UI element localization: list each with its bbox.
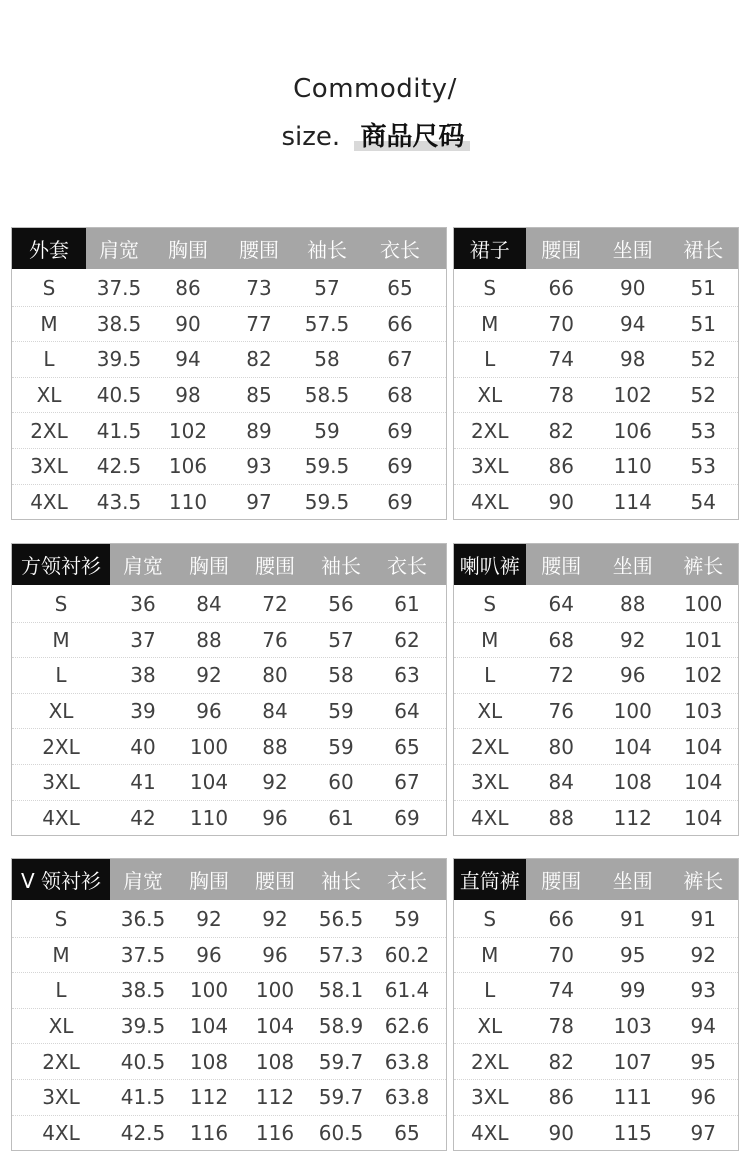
table-row (454, 412, 738, 448)
measurement-cell: 111 (613, 1085, 652, 1110)
subtitle-en: size. (281, 122, 341, 152)
table-row (12, 937, 446, 973)
measurement-cell: 42.5 (96, 454, 142, 479)
measurement-cell: 72 (548, 663, 574, 688)
measurement-cell: 57.3 (318, 942, 364, 967)
column-header: 袖长 (321, 869, 361, 893)
table-row (454, 341, 738, 377)
measurement-cell: 92 (262, 770, 288, 795)
measurement-cell: 91 (620, 907, 646, 932)
measurement-cell: 57 (328, 627, 354, 652)
table-category-label: 外套 (12, 228, 86, 269)
measurement-cell: 112 (255, 1085, 295, 1110)
measurement-cell: 96 (620, 663, 646, 688)
measurement-cell: 98 (175, 383, 201, 408)
measurement-cell: 104 (189, 1014, 229, 1039)
measurement-cell: 66 (548, 276, 574, 301)
column-header: 坐围 (612, 238, 653, 262)
measurement-cell: 43.5 (96, 489, 142, 514)
measurement-cell: 88 (262, 734, 288, 759)
measurement-cell: 114 (613, 489, 652, 514)
measurement-cell: 61 (328, 805, 354, 830)
measurement-cell: 52 (690, 383, 716, 408)
measurement-cell: 116 (189, 1120, 229, 1145)
measurement-cell: 42 (130, 805, 156, 830)
measurement-cell: 61 (394, 592, 420, 617)
table-row (12, 341, 446, 377)
measurement-cell: 54 (690, 489, 716, 514)
measurement-cell: 88 (620, 592, 646, 617)
measurement-cell: 95 (620, 942, 646, 967)
table-category-label: 喇叭裤 (454, 544, 526, 585)
measurement-cell: 92 (196, 907, 222, 932)
table-row (454, 1115, 738, 1151)
measurement-cell: 100 (189, 978, 229, 1003)
measurement-cell: 74 (548, 978, 574, 1003)
size-label: 2XL (30, 418, 68, 443)
measurement-cell: 76 (548, 699, 574, 724)
measurement-cell: 67 (394, 770, 420, 795)
measurement-cell: 59.7 (318, 1085, 364, 1110)
column-header: 衣长 (387, 869, 427, 893)
measurement-cell: 95 (690, 1049, 716, 1074)
table-row (454, 657, 738, 693)
measurement-cell: 40.5 (96, 383, 142, 408)
measurement-cell: 36.5 (120, 907, 166, 932)
table-category-label: 直筒裤 (454, 859, 526, 900)
measurement-cell: 37.5 (96, 276, 142, 301)
measurement-cell: 72 (262, 592, 288, 617)
size-label: L (55, 978, 67, 1003)
table-row (454, 764, 738, 800)
measurement-cell: 82 (548, 418, 574, 443)
measurement-cell: 101 (684, 627, 723, 652)
table-row (454, 448, 738, 484)
table-row (454, 587, 738, 622)
measurement-cell: 94 (175, 347, 201, 372)
size-label: XL (477, 699, 503, 724)
size-label: M (52, 942, 70, 967)
table-row (12, 1008, 446, 1044)
measurement-cell: 78 (548, 1014, 574, 1039)
measurement-cell: 116 (255, 1120, 295, 1145)
measurement-cell: 112 (189, 1085, 229, 1110)
measurement-cell: 104 (255, 1014, 295, 1039)
size-label: XL (48, 1014, 74, 1039)
table-row (454, 972, 738, 1008)
page-subtitle (0, 116, 750, 153)
measurement-cell: 92 (196, 663, 222, 688)
column-header: 胸围 (189, 869, 229, 893)
measurement-cell: 103 (684, 699, 723, 724)
table-category-label: V 领衬衫 (12, 859, 110, 900)
measurement-cell: 92 (620, 627, 646, 652)
table-row (454, 728, 738, 764)
size-label: S (483, 907, 497, 932)
measurement-cell: 97 (246, 489, 272, 514)
table-row (12, 484, 446, 520)
size-table-square-collar-shirt (11, 543, 447, 836)
measurement-cell: 39.5 (96, 347, 142, 372)
table-row (12, 412, 446, 448)
measurement-cell: 85 (246, 383, 272, 408)
measurement-cell: 41.5 (96, 418, 142, 443)
measurement-cell: 92 (690, 942, 716, 967)
measurement-cell: 86 (175, 276, 201, 301)
measurement-cell: 39 (130, 699, 156, 724)
measurement-cell: 42.5 (120, 1120, 166, 1145)
column-header: 腰围 (255, 554, 295, 578)
measurement-cell: 64 (548, 592, 574, 617)
column-header: 胸围 (189, 554, 229, 578)
table-row (12, 972, 446, 1008)
column-header: 衣长 (380, 238, 420, 262)
measurement-cell: 37 (130, 627, 156, 652)
measurement-cell: 96 (262, 942, 288, 967)
measurement-cell: 59 (328, 699, 354, 724)
measurement-cell: 64 (394, 699, 420, 724)
measurement-cell: 51 (690, 311, 716, 336)
measurement-cell: 104 (189, 770, 229, 795)
size-label: M (481, 942, 499, 967)
table-category-label: 裙子 (454, 228, 526, 269)
column-header: 腰围 (239, 238, 279, 262)
measurement-cell: 68 (548, 627, 574, 652)
column-header: 肩宽 (123, 554, 163, 578)
measurement-cell: 53 (690, 454, 716, 479)
size-label: 4XL (470, 1120, 509, 1145)
measurement-cell: 57 (314, 276, 340, 301)
table-row (454, 937, 738, 973)
measurement-cell: 90 (175, 311, 201, 336)
measurement-cell: 90 (548, 1120, 574, 1145)
measurement-cell: 110 (613, 454, 652, 479)
column-header: 腰围 (541, 869, 582, 893)
size-table-flare-pants (453, 543, 739, 836)
measurement-cell: 102 (168, 418, 208, 443)
table-row (454, 306, 738, 342)
table-row (12, 764, 446, 800)
table-row (454, 800, 738, 836)
measurement-cell: 96 (262, 805, 288, 830)
table-row (454, 693, 738, 729)
table-row (12, 800, 446, 836)
measurement-cell: 69 (394, 805, 420, 830)
measurement-cell: 61.4 (384, 978, 430, 1003)
measurement-cell: 38 (130, 663, 156, 688)
measurement-cell: 62 (394, 627, 420, 652)
measurement-cell: 94 (620, 311, 646, 336)
measurement-cell: 96 (196, 942, 222, 967)
table-row (454, 484, 738, 520)
table-row (454, 271, 738, 306)
subtitle-zh: 商品尺码 (356, 116, 468, 153)
measurement-cell: 91 (690, 907, 716, 932)
measurement-cell: 106 (613, 418, 652, 443)
measurement-cell: 70 (548, 311, 574, 336)
measurement-cell: 38.5 (96, 311, 142, 336)
measurement-cell: 84 (548, 770, 574, 795)
measurement-cell: 90 (620, 276, 646, 301)
measurement-cell: 84 (196, 592, 222, 617)
size-label: S (54, 592, 68, 617)
measurement-cell: 70 (548, 942, 574, 967)
table-row (454, 1008, 738, 1044)
page-title-en: Commodity/ (293, 74, 457, 104)
measurement-cell: 80 (548, 734, 574, 759)
measurement-cell: 65 (387, 276, 413, 301)
measurement-cell: 67 (387, 347, 413, 372)
size-label: L (43, 347, 55, 372)
size-label: M (481, 627, 499, 652)
table-row (12, 448, 446, 484)
measurement-cell: 74 (548, 347, 574, 372)
table-header (12, 544, 446, 585)
measurement-cell: 100 (189, 734, 229, 759)
measurement-cell: 78 (548, 383, 574, 408)
column-header: 袖长 (321, 554, 361, 578)
measurement-cell: 104 (684, 770, 723, 795)
measurement-cell: 96 (196, 699, 222, 724)
column-header: 裤长 (683, 869, 724, 893)
measurement-cell: 52 (690, 347, 716, 372)
measurement-cell: 73 (246, 276, 272, 301)
measurement-cell: 59.7 (318, 1049, 364, 1074)
size-label: 3XL (470, 454, 509, 479)
column-header: 裤长 (683, 554, 724, 578)
size-label: 2XL (42, 734, 80, 759)
measurement-cell: 56.5 (318, 907, 364, 932)
size-label: 2XL (470, 418, 509, 443)
table-row (12, 306, 446, 342)
measurement-cell: 60.5 (318, 1120, 364, 1145)
size-label: 4XL (30, 489, 68, 514)
size-label: 3XL (42, 770, 80, 795)
measurement-cell: 68 (387, 383, 413, 408)
measurement-cell: 115 (613, 1120, 652, 1145)
measurement-cell: 97 (690, 1120, 716, 1145)
column-header: 腰围 (255, 869, 295, 893)
measurement-cell: 60.2 (384, 942, 430, 967)
table-header (454, 859, 738, 900)
measurement-cell: 58.9 (318, 1014, 364, 1039)
measurement-cell: 110 (168, 489, 208, 514)
size-label: M (40, 311, 58, 336)
table-row (12, 271, 446, 306)
size-label: XL (477, 1014, 503, 1039)
size-label: 4XL (470, 805, 509, 830)
measurement-cell: 59 (314, 418, 340, 443)
size-label: S (483, 276, 497, 301)
measurement-cell: 59 (328, 734, 354, 759)
size-label: S (42, 276, 56, 301)
size-label: M (52, 627, 70, 652)
measurement-cell: 86 (548, 1085, 574, 1110)
size-label: XL (48, 699, 74, 724)
measurement-cell: 38.5 (120, 978, 166, 1003)
measurement-cell: 93 (690, 978, 716, 1003)
size-label: 3XL (42, 1085, 80, 1110)
table-row (454, 622, 738, 658)
measurement-cell: 82 (548, 1049, 574, 1074)
measurement-cell: 37.5 (120, 942, 166, 967)
measurement-cell: 63.8 (384, 1049, 430, 1074)
measurement-cell: 100 (255, 978, 295, 1003)
column-header: 肩宽 (99, 238, 139, 262)
column-header: 肩宽 (123, 869, 163, 893)
measurement-cell: 88 (196, 627, 222, 652)
measurement-cell: 40 (130, 734, 156, 759)
measurement-cell: 63.8 (384, 1085, 430, 1110)
measurement-cell: 108 (189, 1049, 229, 1074)
measurement-cell: 65 (394, 734, 420, 759)
table-header (454, 228, 738, 269)
measurement-cell: 92 (262, 907, 288, 932)
measurement-cell: 69 (387, 454, 413, 479)
table-row (12, 587, 446, 622)
size-label: 4XL (470, 489, 509, 514)
measurement-cell: 80 (262, 663, 288, 688)
measurement-cell: 58 (314, 347, 340, 372)
measurement-cell: 41 (130, 770, 156, 795)
measurement-cell: 102 (613, 383, 652, 408)
table-row (12, 902, 446, 937)
measurement-cell: 66 (387, 311, 413, 336)
column-header: 裙长 (683, 238, 724, 262)
measurement-cell: 69 (387, 418, 413, 443)
column-header: 坐围 (612, 554, 653, 578)
measurement-cell: 100 (684, 592, 723, 617)
size-label: XL (36, 383, 62, 408)
table-category-label: 方领衬衫 (12, 544, 110, 585)
size-label: S (54, 907, 68, 932)
measurement-cell: 100 (613, 699, 652, 724)
measurement-cell: 58.5 (304, 383, 350, 408)
measurement-cell: 56 (328, 592, 354, 617)
measurement-cell: 36 (130, 592, 156, 617)
measurement-cell: 51 (690, 276, 716, 301)
measurement-cell: 59.5 (304, 454, 350, 479)
measurement-cell: 94 (690, 1014, 716, 1039)
size-label: 4XL (42, 1120, 80, 1145)
size-label: 2XL (470, 1049, 509, 1074)
measurement-cell: 41.5 (120, 1085, 166, 1110)
measurement-cell: 65 (394, 1120, 420, 1145)
measurement-cell: 98 (620, 347, 646, 372)
size-table-skirt (453, 227, 739, 520)
size-label: 3XL (30, 454, 68, 479)
size-label: L (484, 663, 496, 688)
table-row (12, 728, 446, 764)
table-row (12, 1043, 446, 1079)
measurement-cell: 104 (684, 734, 723, 759)
table-header (12, 228, 446, 269)
table-row (12, 622, 446, 658)
measurement-cell: 58 (328, 663, 354, 688)
measurement-cell: 104 (613, 734, 652, 759)
size-label: 3XL (470, 770, 509, 795)
size-label: M (481, 311, 499, 336)
table-row (12, 377, 446, 413)
measurement-cell: 84 (262, 699, 288, 724)
measurement-cell: 60 (328, 770, 354, 795)
size-label: L (55, 663, 67, 688)
size-table-coat (11, 227, 447, 520)
measurement-cell: 88 (548, 805, 574, 830)
table-header (454, 544, 738, 585)
size-label: L (484, 347, 496, 372)
column-header: 腰围 (541, 238, 582, 262)
measurement-cell: 104 (684, 805, 723, 830)
column-header: 胸围 (168, 238, 208, 262)
measurement-cell: 90 (548, 489, 574, 514)
measurement-cell: 107 (613, 1049, 652, 1074)
measurement-cell: 58.1 (318, 978, 364, 1003)
size-label: 4XL (42, 805, 80, 830)
measurement-cell: 93 (246, 454, 272, 479)
measurement-cell: 76 (262, 627, 288, 652)
size-label: 3XL (470, 1085, 509, 1110)
measurement-cell: 59.5 (304, 489, 350, 514)
size-label: 2XL (470, 734, 509, 759)
measurement-cell: 108 (613, 770, 652, 795)
column-header: 袖长 (307, 238, 347, 262)
measurement-cell: 40.5 (120, 1049, 166, 1074)
measurement-cell: 102 (684, 663, 723, 688)
measurement-cell: 103 (613, 1014, 652, 1039)
measurement-cell: 108 (255, 1049, 295, 1074)
column-header: 坐围 (612, 869, 653, 893)
measurement-cell: 86 (548, 454, 574, 479)
table-row (12, 693, 446, 729)
table-row (12, 657, 446, 693)
measurement-cell: 62.6 (384, 1014, 430, 1039)
table-row (454, 902, 738, 937)
measurement-cell: 39.5 (120, 1014, 166, 1039)
column-header: 腰围 (541, 554, 582, 578)
measurement-cell: 59 (394, 907, 420, 932)
size-label: L (484, 978, 496, 1003)
size-table-v-collar-shirt (11, 858, 447, 1151)
table-header (12, 859, 446, 900)
measurement-cell: 106 (168, 454, 208, 479)
table-row (454, 377, 738, 413)
table-row (12, 1115, 446, 1151)
measurement-cell: 96 (690, 1085, 716, 1110)
measurement-cell: 69 (387, 489, 413, 514)
measurement-cell: 82 (246, 347, 272, 372)
size-label: 2XL (42, 1049, 80, 1074)
measurement-cell: 99 (620, 978, 646, 1003)
table-row (454, 1043, 738, 1079)
measurement-cell: 110 (189, 805, 229, 830)
measurement-cell: 63 (394, 663, 420, 688)
measurement-cell: 77 (246, 311, 272, 336)
column-header: 衣长 (387, 554, 427, 578)
size-label: S (483, 592, 497, 617)
size-label: XL (477, 383, 503, 408)
measurement-cell: 57.5 (304, 311, 350, 336)
measurement-cell: 112 (613, 805, 652, 830)
measurement-cell: 66 (548, 907, 574, 932)
size-table-straight-pants (453, 858, 739, 1151)
table-row (454, 1079, 738, 1115)
measurement-cell: 53 (690, 418, 716, 443)
table-row (12, 1079, 446, 1115)
measurement-cell: 89 (246, 418, 272, 443)
